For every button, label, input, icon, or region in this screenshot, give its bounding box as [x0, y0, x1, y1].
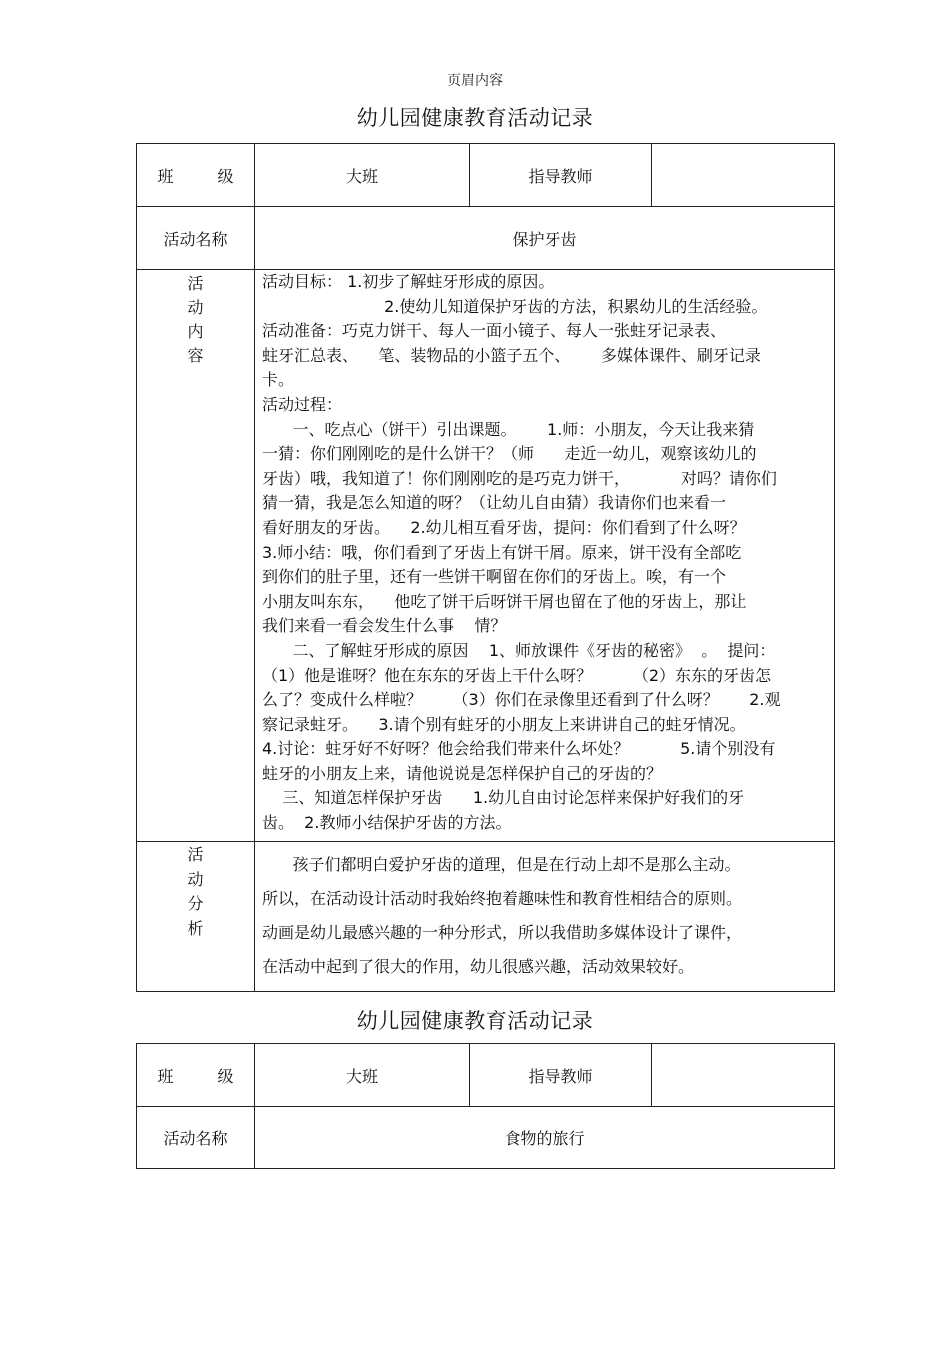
label-char: 容 [187, 346, 204, 365]
class-label-part2: 级 [217, 1066, 234, 1086]
analysis-line: 动画是幼儿最感兴趣的一种分形式，所以我借助多媒体设计了课件， [262, 923, 743, 942]
activity-content-label [137, 270, 255, 842]
content-line: 活动过程： [262, 394, 343, 414]
content-line: 察记录蛀牙。 3.请个别有蛀牙的小朋友上来讲讲自己的蛀牙情况。 [262, 714, 746, 734]
content-line: 么了？变成什么样啦？ （3）你们在录像里还看到了什么呀？ 2.观 [262, 690, 781, 710]
class-label [137, 1044, 255, 1107]
activity-content-row [137, 270, 835, 842]
class-row [137, 144, 835, 207]
teacher-value [652, 1044, 835, 1107]
label-char: 析 [187, 918, 204, 938]
content-line: 我们来看一看会发生什么事 情？ [262, 616, 507, 636]
activity-analysis-label [137, 842, 255, 992]
class-label-part1: 班 [157, 166, 174, 186]
content-line: 齿。 2.教师小结保护牙齿的方法。 [262, 813, 512, 833]
content-line: 牙齿）哦，我知道了！你们刚刚吃的是巧克力饼干， 对吗？请你们 [262, 468, 777, 488]
class-label [137, 144, 255, 207]
label-char: 分 [187, 894, 204, 913]
content-line: 4.讨论：蛀牙好不好呀？他会给我们带来什么坏处？ 5.请个别没有 [262, 739, 776, 759]
label-char: 内 [187, 322, 204, 341]
page-header: 页眉内容 [447, 73, 503, 89]
activity-record-table [136, 143, 835, 992]
content-line: 猜一猜，我是怎么知道的呀？（让幼儿自由猜）我请你们也来看一 [262, 493, 727, 513]
label-char: 活 [187, 845, 204, 864]
label-char: 动 [187, 869, 204, 889]
content-line: 活动准备：巧克力饼干、每人一面小镜子、每人一张蛀牙记录表、 [262, 321, 727, 341]
class-value: 大班 [255, 1044, 470, 1107]
activity-name-label: 活动名称 [137, 207, 255, 270]
content-line: 蛀牙汇总表、 笔、装物品的小篮子五个、 多媒体课件、刷牙记录 [262, 345, 761, 365]
content-line: 蛀牙的小朋友上来，请他说说是怎样保护自己的牙齿的？ [262, 763, 663, 783]
content-line: 小朋友叫东东， 他吃了饼干后呀饼干屑也留在了他的牙齿上，那让 [262, 591, 747, 611]
content-line: 一猜：你们刚刚吃的是什么饼干？（师 走近一幼儿，观察该幼儿的 [262, 444, 757, 464]
analysis-line: 所以，在活动设计活动时我始终抱着趣味性和教育性相结合的原则。 [262, 889, 743, 908]
record-title-2: 幼儿园健康教育活动记录 [356, 1009, 594, 1033]
activity-content-text [255, 270, 835, 842]
content-line: 3.师小结：哦，你们看到了牙齿上有饼干屑。原来，饼干没有全部吃 [262, 542, 742, 562]
teacher-label: 指导教师 [470, 144, 652, 207]
class-row [137, 1044, 835, 1107]
record-title: 幼儿园健康教育活动记录 [356, 106, 594, 130]
activity-analysis-text [255, 842, 835, 992]
activity-analysis-row [137, 842, 835, 992]
class-label-part1: 班 [157, 1066, 174, 1086]
content-line: 一、吃点心（饼干）引出课题。 1.师：小朋友，今天让我来猜 [262, 419, 755, 439]
label-char: 活 [187, 274, 204, 293]
analysis-line: 孩子们都明白爱护牙齿的道理，但是在行动上却不是那么主动。 [262, 855, 741, 874]
content-line: 卡。 [262, 370, 295, 390]
content-line: （1）他是谁呀？他在东东的牙齿上干什么呀？ （2）东东的牙齿怎 [262, 665, 772, 685]
content-line: 看好朋友的牙齿。 2.幼儿相互看牙齿，提问：你们看到了什么呀？ [262, 517, 746, 537]
activity-name-value: 保护牙齿 [255, 207, 835, 270]
activity-name-label: 活动名称 [137, 1107, 255, 1169]
class-value: 大班 [255, 144, 470, 207]
teacher-value [652, 144, 835, 207]
content-line: 三、知道怎样保护牙齿 1.幼儿自由讨论怎样来保护好我们的牙 [262, 788, 745, 808]
activity-record-table-2 [136, 1043, 835, 1169]
activity-name-row [137, 1107, 835, 1169]
content-line: 二、了解蛀牙形成的原因 1、师放课件《牙齿的秘密》 。 提问： [262, 640, 776, 660]
analysis-line: 在活动中起到了很大的作用，幼儿很感兴趣，活动效果较好。 [262, 957, 695, 976]
content-line: 活动目标： 1.初步了解蛀牙形成的原因。 [262, 272, 555, 291]
label-char: 动 [187, 298, 204, 317]
activity-name-value: 食物的旅行 [255, 1107, 835, 1169]
class-label-part2: 级 [217, 166, 234, 186]
content-line: 到你们的肚子里，还有一些饼干啊留在你们的牙齿上。唉，有一个 [262, 567, 727, 587]
content-line: 2.使幼儿知道保护牙齿的方法，积累幼儿的生活经验。 [262, 296, 768, 316]
activity-name-row [137, 207, 835, 270]
teacher-label: 指导教师 [470, 1044, 652, 1107]
